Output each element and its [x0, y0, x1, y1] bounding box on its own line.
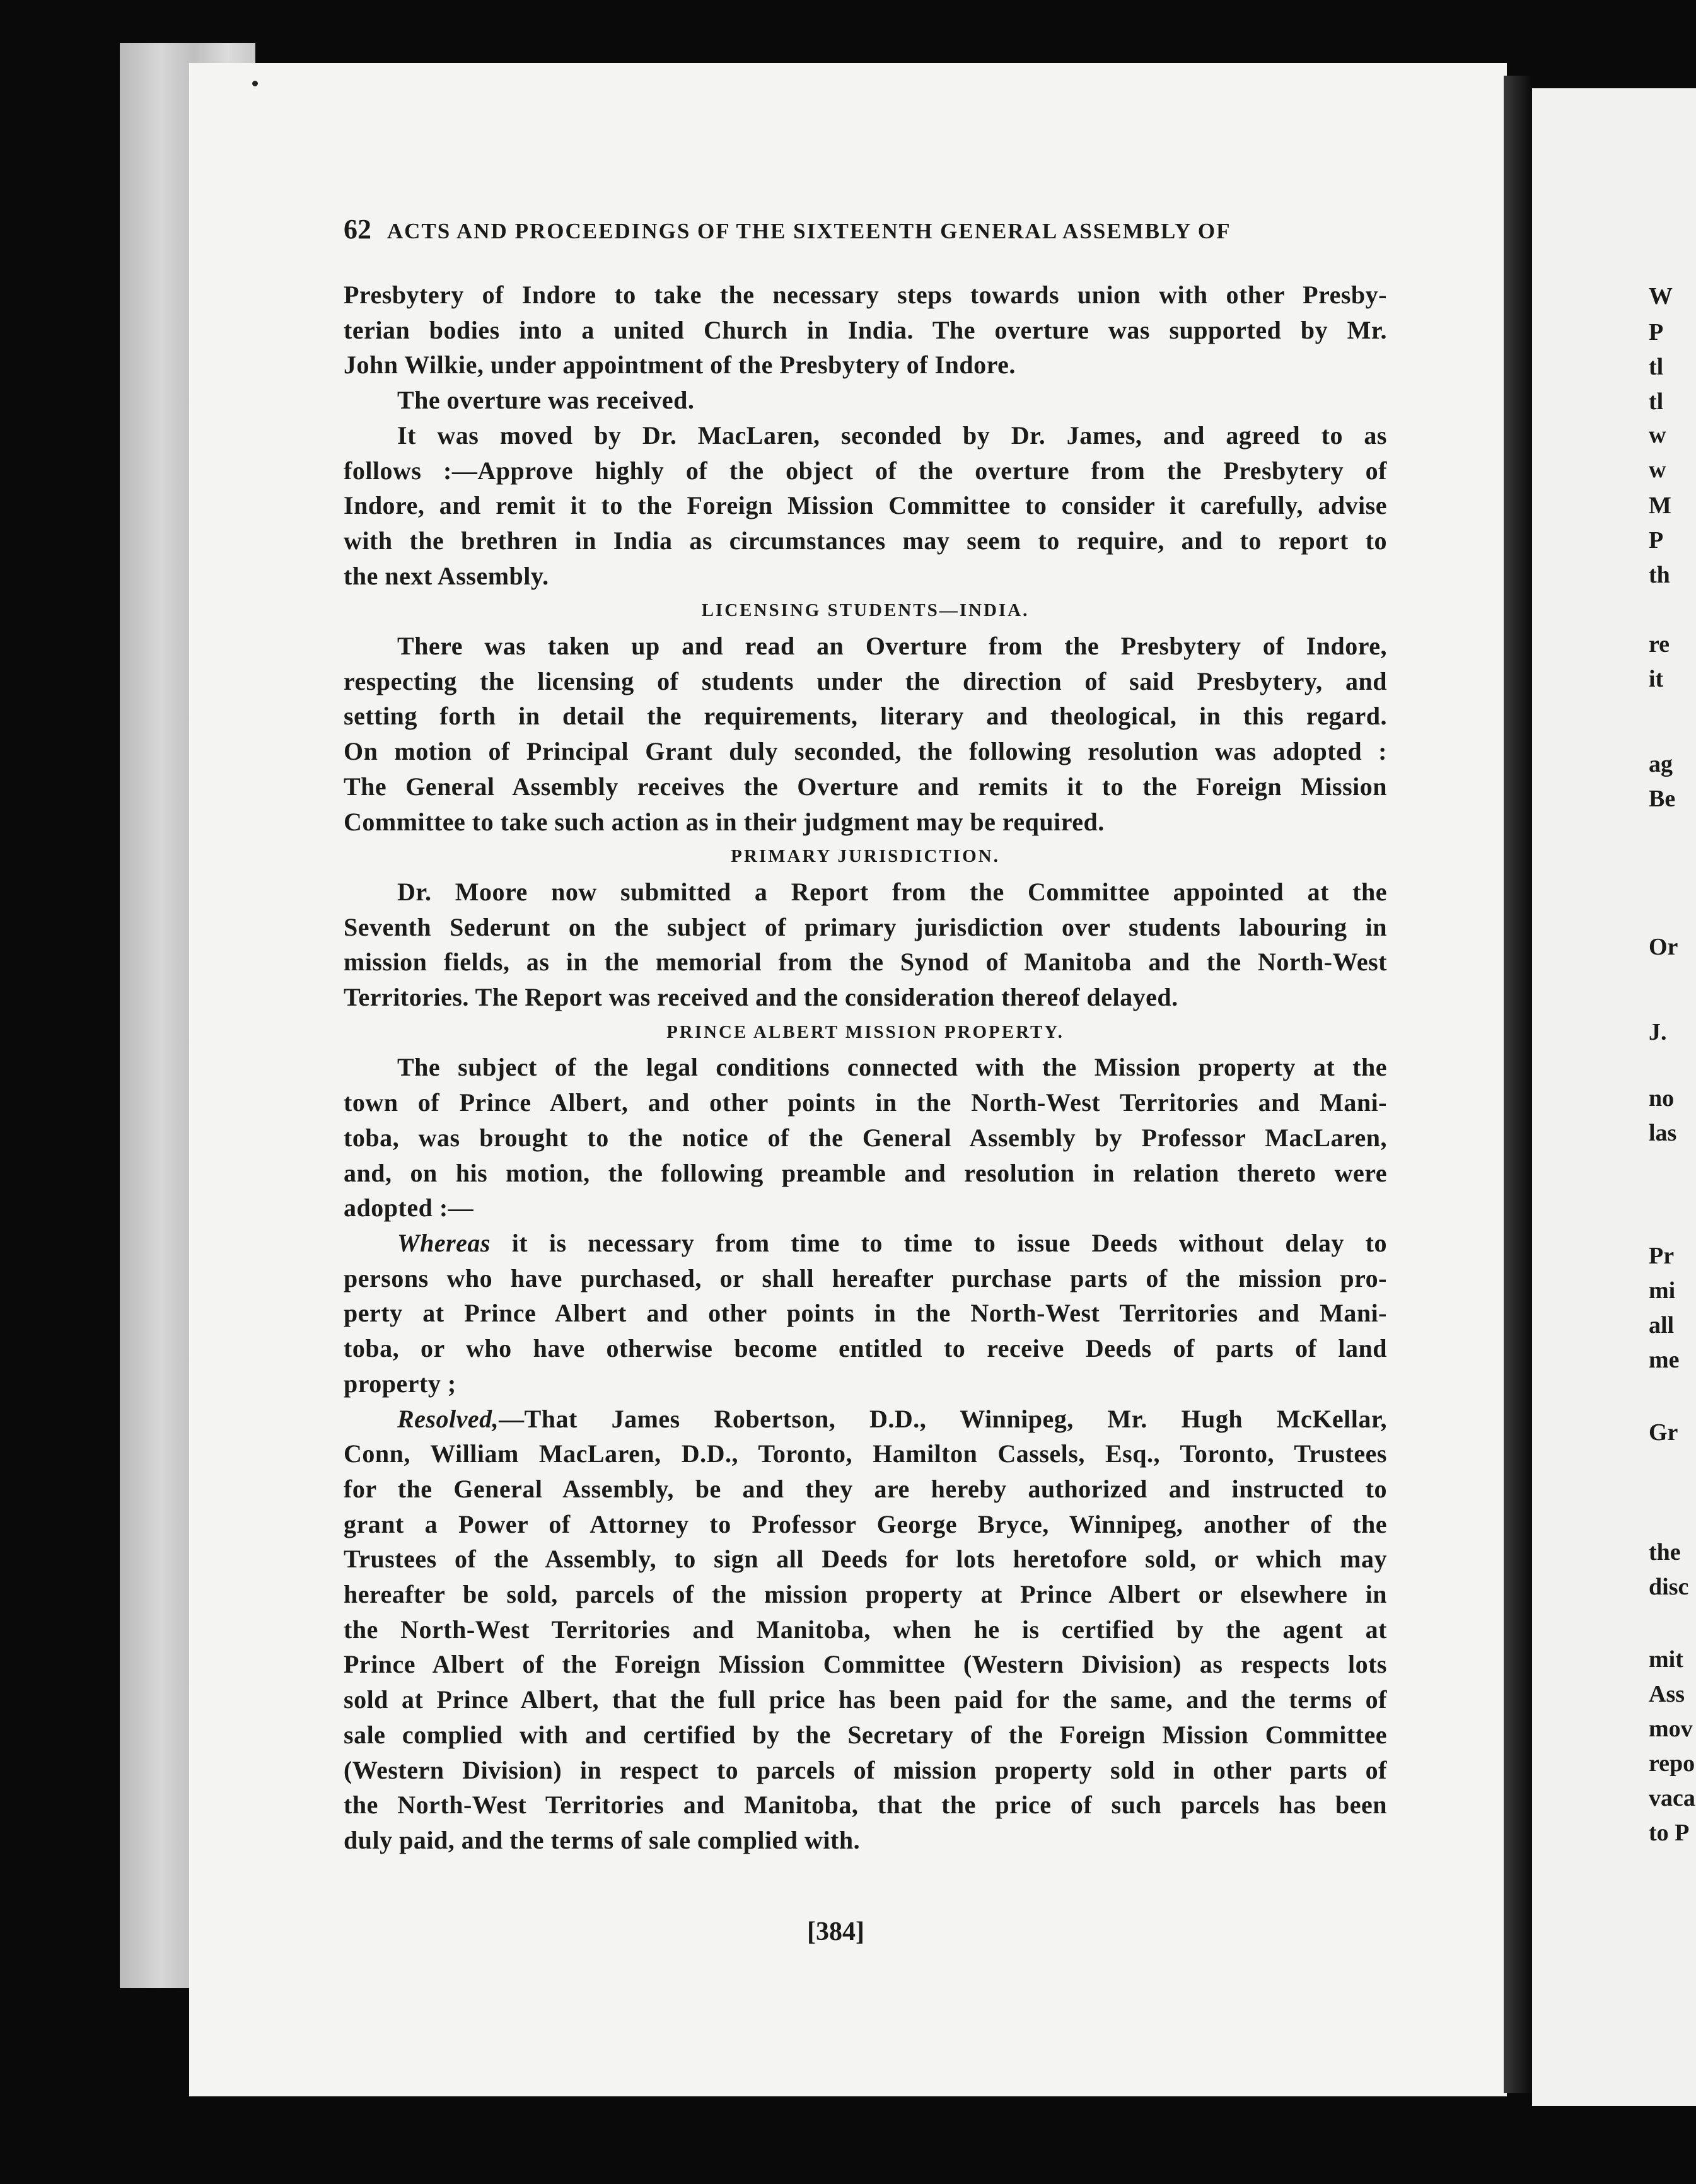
text-line: There was taken up and read an Overture from the Presbytery of Indore,: [397, 632, 1387, 661]
facing-page-fragment: disc: [1649, 1574, 1689, 1600]
text-line: The General Assembly receives the Overture and remits it to the Foreign Mission: [344, 772, 1387, 801]
facing-page-fragment: to P: [1649, 1820, 1690, 1846]
facing-page-fragment: mi: [1649, 1277, 1676, 1304]
facing-page-fragment: it: [1649, 666, 1664, 692]
facing-page-fragment: no: [1649, 1085, 1675, 1112]
facing-page-fragment: w: [1649, 422, 1666, 448]
text-line: toba, or who have otherwise become entitled to receive Deeds of parts of land: [344, 1334, 1387, 1363]
text-line: the North-West Territories and Manitoba, when he is certified by the agent at: [344, 1615, 1387, 1644]
line-text: it is necessary from time to time to issue Deeds without delay to: [490, 1228, 1387, 1257]
text-line: duly paid, and the terms of sale complied with.: [344, 1825, 861, 1854]
facing-page-fragment: Pr: [1649, 1243, 1675, 1269]
text-line: adopted :—: [344, 1194, 474, 1223]
text-line: the North-West Territories and Manitoba, that the price of such parcels has been: [344, 1791, 1387, 1820]
running-title: ACTS AND PROCEEDINGS OF THE SIXTEENTH GENERAL ASSEMBLY OF: [386, 219, 1231, 243]
facing-page-fragment: vaca: [1649, 1785, 1695, 1811]
text-line: The subject of the legal conditions connected with the Mission property at the: [397, 1053, 1387, 1082]
facing-page: [1532, 88, 1696, 2106]
text-line: follows :—Approve highly of the object of the overture from the Presbytery of: [344, 456, 1387, 485]
text-line: the next Assembly.: [344, 561, 549, 590]
text-line: for the General Assembly, be and they are hereby authorized and instructed to: [344, 1474, 1387, 1503]
text-line: perty at Prince Albert and other points in the North-West Territories and Mani-: [344, 1299, 1387, 1328]
text-line: Indore, and remit it to the Foreign Mission Committee to consider it carefully, advise: [344, 491, 1387, 520]
facing-page-fragment: P: [1649, 319, 1664, 346]
text-line: Seventh Sederunt on the subject of primary jurisdiction over students labouring in: [344, 912, 1387, 941]
text-line: persons who have purchased, or shall hereafter purchase parts of the mission pro-: [344, 1263, 1387, 1292]
lead-word: Whereas: [397, 1228, 491, 1257]
facing-page-fragment: Ass: [1649, 1681, 1685, 1707]
facing-page-fragment: Gr: [1649, 1419, 1678, 1446]
text-line: Dr. Moore now submitted a Report from the Committee appointed at the: [397, 877, 1387, 906]
text-line: hereafter be sold, parcels of the mission property at Prince Albert or elsewhere in: [344, 1580, 1387, 1609]
facing-page-fragment: M: [1649, 492, 1671, 519]
running-header: [344, 213, 1352, 245]
text-line: John Wilkie, under appointment of the Presbytery of Indore.: [344, 351, 1016, 380]
text-line: Trustees of the Assembly, to sign all Deeds for lots heretofore sold, or which may: [344, 1545, 1387, 1574]
section-heading: PRIMARY JURISDICTION.: [731, 846, 1000, 867]
page-reference: [384]: [807, 1917, 864, 1946]
text-line: setting forth in detail the requirements, literary and theological, in this regard.: [344, 702, 1387, 731]
facing-page-fragment: ag: [1649, 751, 1673, 777]
text-line: sold at Prince Albert, that the full price has been paid for the same, and the terms of: [344, 1685, 1387, 1714]
facing-page-fragment: all: [1649, 1312, 1675, 1339]
text-line: respecting the licensing of students under the direction of said Presbytery, and: [344, 666, 1387, 695]
text-line: The overture was received.: [397, 386, 695, 415]
text-line: Committee to take such action as in their judgment may be required.: [344, 807, 1105, 836]
facing-page-fragment: repo: [1649, 1750, 1695, 1777]
line-text: —That James Robertson, D.D., Winnipeg, Mr. Hugh McKellar,: [499, 1404, 1387, 1433]
section-heading: PRINCE ALBERT MISSION PROPERTY.: [666, 1021, 1064, 1042]
text-line: Conn, William MacLaren, D.D., Toronto, Hamilton Cassels, Esq., Toronto, Trustees: [344, 1439, 1387, 1468]
text-line: [344, 1402, 1387, 1437]
text-line: Presbytery of Indore to take the necessary steps towards union with other Presby-: [344, 281, 1387, 309]
text-line: town of Prince Albert, and other points in the North-West Territories and Mani-: [344, 1088, 1387, 1117]
facing-page-fragment: mov: [1649, 1716, 1693, 1742]
page-body: [344, 277, 1387, 1858]
facing-page-fragment: w: [1649, 456, 1666, 483]
text-line: On motion of Principal Grant duly seconded, the following resolution was adopted :: [344, 737, 1387, 766]
text-line: toba, was brought to the notice of the General Assembly by Professor MacLaren,: [344, 1123, 1387, 1152]
facing-page-fragment: P: [1649, 527, 1664, 554]
text-line: sale complied with and certified by the Secretary of the Foreign Mission Committee: [344, 1720, 1387, 1749]
text-line: grant a Power of Attorney to Professor George Bryce, Winnipeg, another of the: [344, 1509, 1387, 1538]
facing-page-fragment: re: [1649, 631, 1670, 658]
facing-page-fragment: Or: [1649, 934, 1678, 960]
lead-word: Resolved,: [397, 1404, 499, 1433]
text-line: It was moved by Dr. MacLaren, seconded by Dr. James, and agreed to as: [397, 421, 1387, 450]
facing-page-fragment: Be: [1649, 786, 1676, 812]
facing-page-fragment: las: [1649, 1120, 1677, 1146]
facing-page-fragment: tl: [1649, 388, 1664, 415]
text-line: (Western Division) in respect to parcels of mission property sold in other parts of: [344, 1755, 1387, 1784]
facing-page-fragment: the: [1649, 1539, 1681, 1565]
page-number: 62: [344, 214, 371, 245]
text-line: property ;: [344, 1369, 456, 1398]
facing-page-fragment: me: [1649, 1347, 1680, 1373]
facing-page-fragment: tl: [1649, 354, 1664, 380]
text-line: Territories. The Report was received and the consideration thereof delayed.: [344, 983, 1178, 1012]
facing-page-fragment: th: [1649, 562, 1670, 588]
ink-dot: [252, 81, 258, 86]
text-line: with the brethren in India as circumstances may seem to require, and to report to: [344, 526, 1387, 555]
facing-page-fragment: mit: [1649, 1646, 1683, 1673]
text-line: Prince Albert of the Foreign Mission Committee (Western Division) as respects lots: [344, 1650, 1387, 1679]
text-line: terian bodies into a united Church in India. The overture was supported by Mr.: [344, 315, 1387, 344]
text-line: [344, 1226, 1387, 1261]
text-line: and, on his motion, the following preamble and resolution in relation thereto were: [344, 1158, 1387, 1187]
text-line: mission fields, as in the memorial from the Synod of Manitoba and the North-West: [344, 948, 1387, 977]
facing-page-fragment: J.: [1649, 1019, 1667, 1045]
gutter-shadow: [1504, 76, 1532, 2093]
section-heading: LICENSING STUDENTS—INDIA.: [701, 600, 1030, 621]
facing-page-fragment: W: [1649, 283, 1673, 310]
